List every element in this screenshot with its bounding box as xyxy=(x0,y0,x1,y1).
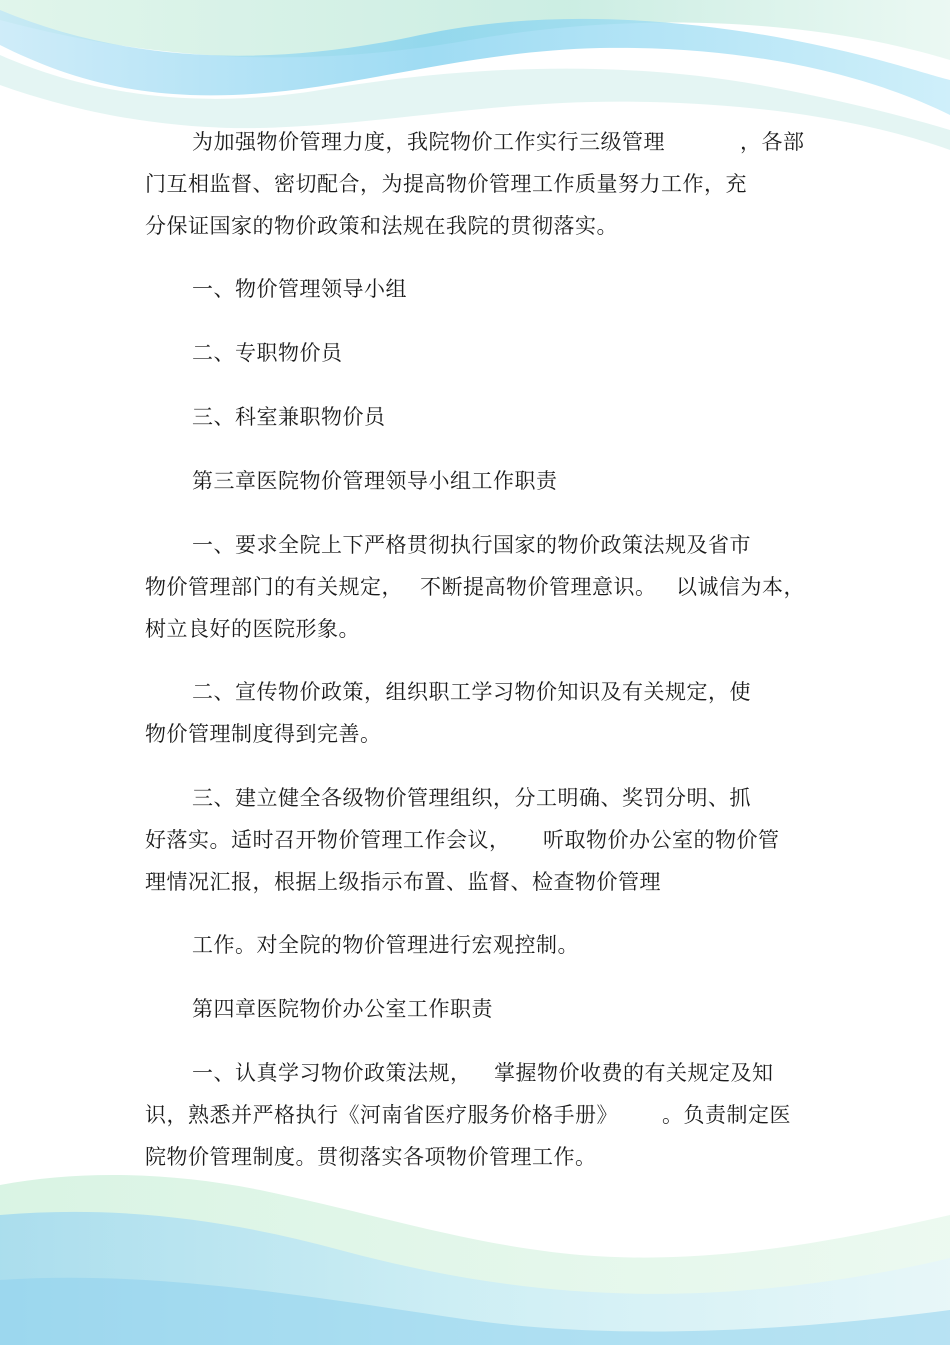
level-item: 三、科室兼职物价员 xyxy=(192,405,386,429)
intro-line-2: 门互相监督、密切配合，为提高物价管理工作质量努力工作，充 xyxy=(145,172,747,196)
ch4-item1-line-1b: 掌握物价收费的有关规定及知 xyxy=(494,1061,774,1085)
ch3-item1-line-1: 一、要求全院上下严格贯彻执行国家的物价政策法规及省市 xyxy=(192,533,751,557)
ch3-item1-line-2a: 物价管理部门的有关规定， xyxy=(145,575,403,599)
ch3-item1-line-2b: 不断提高物价管理意识。 xyxy=(420,575,657,599)
level-item: 一、物价管理领导小组 xyxy=(192,277,407,301)
ch3-item2-line-1: 二、宣传物价政策，组织职工学习物价知识及有关规定，使 xyxy=(192,680,751,704)
intro-line-1: 为加强物价管理力度，我院物价工作实行三级管理 xyxy=(192,130,665,154)
ch4-item1-line-2a: 识，熟悉并严格执行《河南省医疗服务价格手册》 xyxy=(145,1103,618,1127)
ch4-item1-line-2b: 。负责制定医 xyxy=(662,1103,791,1127)
intro-line-1-tail: ，各部 xyxy=(740,130,805,154)
intro-line-3: 分保证国家的物价政策和法规在我院的贯彻落实。 xyxy=(145,214,618,238)
level-item: 二、专职物价员 xyxy=(192,341,343,365)
chapter-3-title: 第三章医院物价管理领导小组工作职责 xyxy=(192,469,558,493)
ch4-item1-line-3: 院物价管理制度。贯彻落实各项物价管理工作。 xyxy=(145,1145,597,1169)
ch3-item3-line-2b: 听取物价办公室的物价管 xyxy=(543,828,780,852)
ch4-item1-line-1a: 一、认真学习物价政策法规， xyxy=(192,1061,472,1085)
ch3-item1-line-2c: 以诚信为本， xyxy=(676,575,805,599)
ch3-item1-line-3: 树立良好的医院形象。 xyxy=(145,617,360,641)
ch3-item2-line-2: 物价管理制度得到完善。 xyxy=(145,722,382,746)
chapter-4-title: 第四章医院物价办公室工作职责 xyxy=(192,997,493,1021)
ch3-item3-line-1: 三、建立健全各级物价管理组织，分工明确、奖罚分明、抓 xyxy=(192,786,751,810)
ch3-item3-line-4: 工作。对全院的物价管理进行宏观控制。 xyxy=(192,933,579,957)
ch3-item3-line-3: 理情况汇报，根据上级指示布置、监督、检查物价管理 xyxy=(145,870,661,894)
ch3-item3-line-2a: 好落实。适时召开物价管理工作会议， xyxy=(145,828,511,852)
